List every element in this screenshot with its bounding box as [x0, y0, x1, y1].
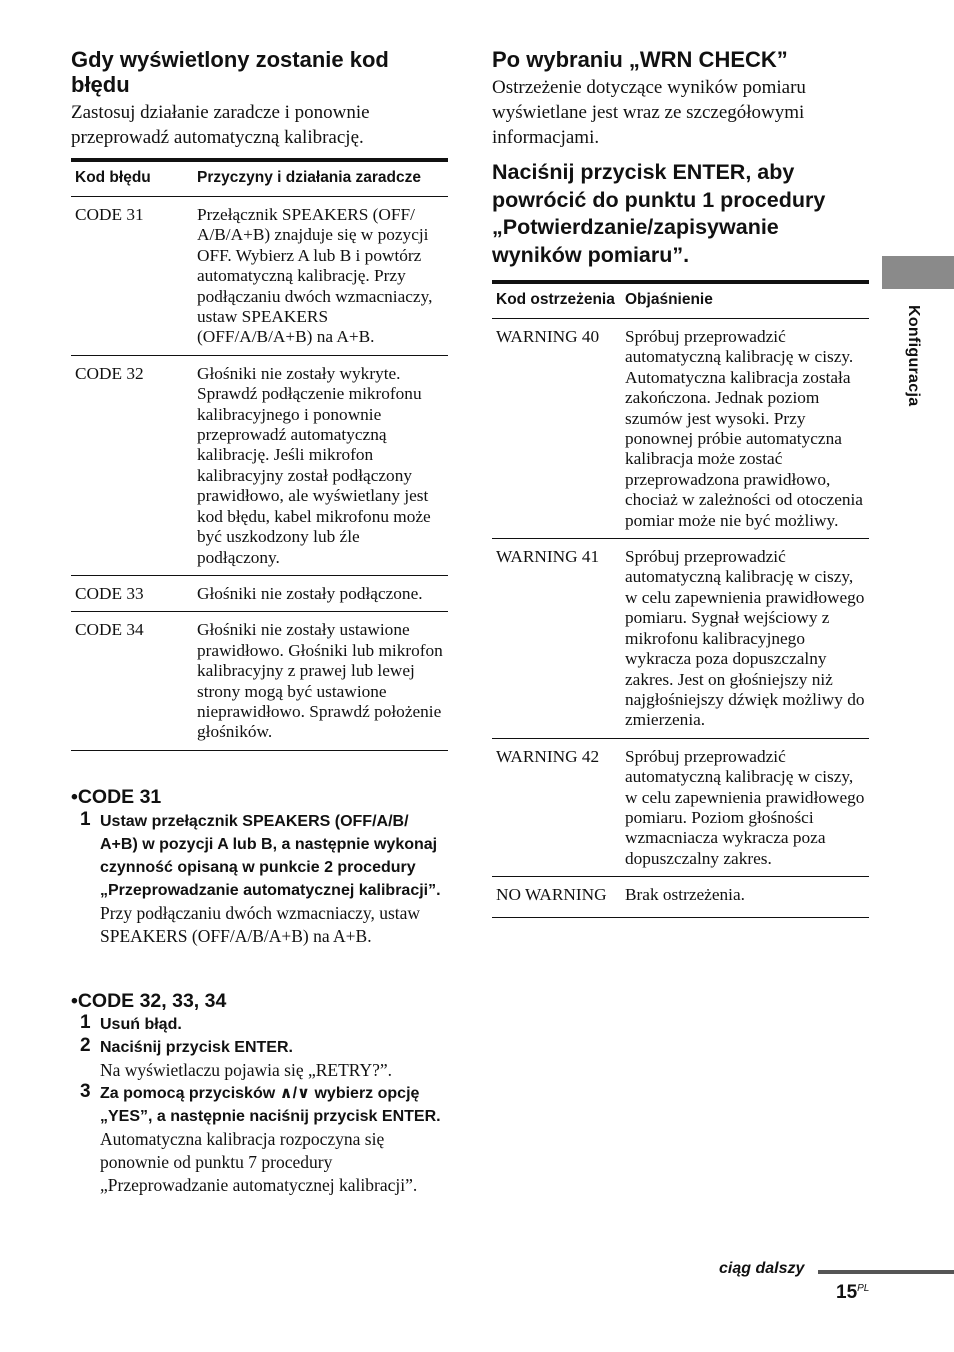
warning-table-wrap [492, 280, 869, 918]
warning-desc-cell: Spróbuj przeprowadzić automatyczną kalibrację w ciszy, w celu zapewnienia prawidłowego pomiaru. Sygnał wejściowy z mikrofonu kalibracyjnego wykracza poza dopuszczalny zakres. Jest on głośniejszy niż najgłośniejszy dźwięk możliwy do zmierzenia. [621, 539, 869, 739]
table-header-code: Kod błędu [71, 160, 193, 197]
step-instruction: Za pomocą przycisków ∧/∨ wybierz opcję „YES”, a następnie naciśnij przycisk ENTER. [100, 1085, 441, 1125]
code32-step-2 [71, 1036, 448, 1082]
error-code-heading: Gdy wyświetlony zostanie kod błędu [71, 47, 389, 97]
step-number: 3 [80, 1081, 91, 1102]
warning-code-cell: WARNING 42 [492, 738, 621, 876]
error-desc-cell: Głośniki nie zostały ustawione prawidłowo. Głośniki lub mikrofon kalibracyjny z prawej lub lewej strony mogą być ustawione nieprawidłowo. Sprawdź położenie głośników. [193, 612, 448, 750]
table-header-code: Kod ostrzeżenia [492, 282, 621, 319]
error-desc-cell: Głośniki nie zostały wykryte. Sprawdź podłączenie mikrofonu kalibracyjnego i ponownie przeprowadź automatyczną kalibrację. Jeśli mikrofon kalibracyjny został podłączony prawidłowo, ale wyświetlany jest kod błędu, kabel mikrofonu może być uszkodzony lub źle podłączony. [193, 355, 448, 575]
continued-label: ciąg dalszy [719, 1260, 805, 1277]
page-number [836, 1282, 869, 1304]
step-description: Na wyświetlaczu pojawia się „RETRY?”. [100, 1060, 393, 1080]
table-header-description: Przyczyny i działania zaradcze [193, 160, 448, 197]
table-row [71, 355, 448, 575]
code31-step-1 [71, 810, 448, 948]
wrn-check-heading: Po wybraniu „WRN CHECK” [492, 47, 788, 72]
table-row [71, 612, 448, 750]
step-instruction: Usuń błąd. [100, 1016, 182, 1033]
step-instruction: Ustaw przełącznik SPEAKERS (OFF/A/B/ A+B) w pozycji A lub B, a następnie wykonaj czynność opisaną w punkcie 2 procedury „Przeprowadzanie automatycznej kalibracji” [100, 813, 438, 899]
code32-heading: •CODE 32, 33, 34 [71, 990, 227, 1012]
step-instruction: Naciśnij przycisk ENTER. [100, 1039, 293, 1056]
code32-step-1 [71, 1013, 448, 1036]
page-language-suffix: PL [857, 1283, 870, 1294]
error-code-cell: CODE 34 [71, 612, 193, 750]
section-tab-label: Konfiguracja [905, 305, 922, 407]
table-row [492, 877, 869, 917]
code32-section [71, 990, 448, 1197]
table-header-row [492, 282, 869, 319]
table-header-row [71, 160, 448, 197]
error-code-cell: CODE 31 [71, 197, 193, 356]
code31-section [71, 786, 448, 948]
warning-code-table [492, 280, 869, 918]
warning-code-cell: WARNING 40 [492, 319, 621, 539]
warning-code-cell: WARNING 41 [492, 539, 621, 739]
table-row [492, 738, 869, 876]
step-description: Automatyczna kalibracja rozpoczyna się ponownie od punktu 7 procedury „Przeprowadzanie automatycznej kalibracji”. [100, 1129, 418, 1195]
section-tab-marker [882, 256, 954, 289]
error-code-cell: CODE 32 [71, 355, 193, 575]
table-row [492, 319, 869, 539]
enter-instruction-heading: Naciśnij przycisk ENTER, aby powrócić do punktu 1 procedury „Potwierdzanie/zapisywanie wyników pomiaru”. [492, 160, 826, 267]
table-row [71, 575, 448, 611]
code31-heading: •CODE 31 [71, 786, 162, 808]
step-period: . [436, 882, 441, 899]
error-code-intro: Zastosuj działanie zaradcze i ponownie przeprowadź automatyczną kalibrację. [71, 102, 370, 148]
error-desc-cell: Głośniki nie zostały podłączone. [193, 575, 448, 611]
code32-step-3 [71, 1082, 448, 1197]
table-header-description: Objaśnienie [621, 282, 869, 319]
warning-code-cell: NO WARNING [492, 877, 621, 917]
table-row [71, 197, 448, 356]
page-number-value: 15 [836, 1282, 858, 1303]
warning-desc-cell: Spróbuj przeprowadzić automatyczną kalibrację w ciszy, w celu zapewnienia prawidłowego pomiaru. Poziom głośności wzmacniacza wykracza poza dopuszczalny zakres. [621, 738, 869, 876]
continued-rule [818, 1270, 954, 1274]
table-row [492, 539, 869, 739]
wrn-check-intro: Ostrzeżenie dotyczące wyników pomiaru wyświetlane jest wraz ze szczegółowymi informacjami. [492, 77, 806, 148]
error-desc-cell: Przełącznik SPEAKERS (OFF/ A/B/A+B) znajduje się w pozycji OFF. Wybierz A lub B i powtórz automatyczną kalibrację. Przy podłączaniu dwóch wzmacniaczy, ustaw SPEAKERS (OFF/A/B/A+B) na A+B. [193, 197, 448, 356]
step-number: 2 [80, 1035, 91, 1056]
error-code-cell: CODE 33 [71, 575, 193, 611]
error-code-table [71, 158, 448, 751]
step-description: Przy podłączaniu dwóch wzmacniaczy, ustaw SPEAKERS (OFF/A/B/A+B) na A+B. [100, 903, 421, 946]
warning-desc-cell: Brak ostrzeżenia. [621, 877, 869, 917]
step-number: 1 [80, 809, 91, 830]
warning-desc-cell: Spróbuj przeprowadzić automatyczną kalibrację w ciszy. Automatyczna kalibracja została zakończona. Jednak poziom szumów jest wysoki. Przy ponownej próbie automatyczna kalibracja może zostać przeprowadzona prawidłowo, chociaż w zależności od otoczenia pomiar może nie być możliwy. [621, 319, 869, 539]
error-code-table-wrap [71, 158, 448, 751]
step-number: 1 [80, 1012, 91, 1033]
